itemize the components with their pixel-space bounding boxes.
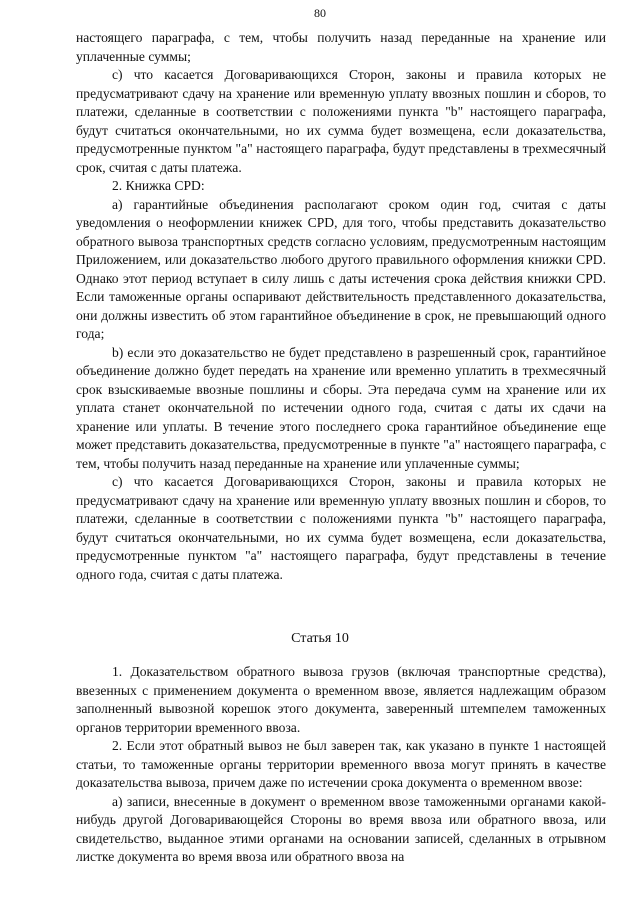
paragraph-2b: b) если это доказательство не будет представлено в разрешенный срок, гарантийное объединение должно будет передать на хранение или временно уплатить в трехмесячный срок взыскиваемые ввозные пошлины и сборы. Эта передача сумм на хранение или их уплата станет окончательной по истечении одного года, считая с даты их сдачи на хранение или уплаты. В течение этого последнего срока гарантийное объединение еще может представить доказательства, предусмотренные в пункте "a" настоящего параграфа, с тем, чтобы получить назад переданные на хранение или уплаченные суммы;: [76, 344, 606, 471]
page-number: 80: [314, 6, 326, 20]
section-heading-cpd: 2. Книжка CPD:: [112, 178, 205, 193]
article-10-paragraph-2a: a) записи, внесенные в документ о временном ввозе таможенными органами какой-нибудь другой Договаривающейся Стороны во время ввоза или обратного ввоза, или свидетельство, выданное этими органами на основании записей, сделанных в отрывном листке документа во время ввоза или обратного ввоза на: [76, 793, 606, 864]
paragraph-continuation: настоящего параграфа, с тем, чтобы получить назад переданные на хранение или уплаченные суммы;: [76, 30, 606, 64]
upper-text-block: [76, 29, 606, 584]
article-10-paragraph-2: 2. Если этот обратный вывоз не был заверен так, как указано в пункте 1 настоящей статьи, то таможенные органы территории временного ввоза могут принять в качестве доказательства вывоза, причем даже по истечении срока документа о временном ввозе:: [76, 738, 606, 790]
paragraph-1c: c) что касается Договаривающихся Сторон, законы и правила которых не предусматривают сдачу на хранение или временную уплату ввозных пошлин и сборов, то платежи, сделанные в соответствии с положениями пункта "b" настоящего параграфа, будут считаться окончательными, но их сумма будет возмещена, если доказательства, предусмотренные пунктом "a" настоящего параграфа, будут представлены в трехмесячный срок, считая с даты платежа.: [76, 67, 606, 175]
article-heading: Статья 10: [291, 631, 349, 646]
paragraph-2a: a) гарантийные объединения располагают сроком один год, считая с даты уведомления о неоформлении книжек CPD, для того, чтобы представить доказательство обратного вывоза транспортных средств согласно условиям, предусмотренным настоящим Приложением, или доказательство любого другого правильного оформления книжки CPD. Однако этот период вступает в силу лишь с даты истечения срока действия книжки CPD. Если таможенные органы оспаривают действительность представленного доказательства, они должны известить об этом гарантийное объединение в срок, не превышающий одного года;: [76, 196, 606, 341]
article-10-paragraph-1: 1. Доказательством обратного вывоза грузов (включая транспортные средства), ввезенных с применением документа о временном ввозе, является надлежащим образом заполненный вывозной корешок этого документа, заверенный штемпелем таможенных органов территории временного ввоза.: [76, 664, 606, 735]
lower-text-block: [76, 663, 606, 867]
paragraph-2c: c) что касается Договаривающихся Сторон, законы и правила которых не предусматривают сдачу на хранение или временную уплату ввозных пошлин и сборов, то платежи, сделанные в соответствии с положениями пункта "b" настоящего параграфа, будут считаться окончательными, но их сумма будет возмещена, если доказательства, предусмотренные пунктом "a" настоящего параграфа, будут представлены в течение одного года, считая с даты платежа.: [76, 474, 606, 582]
